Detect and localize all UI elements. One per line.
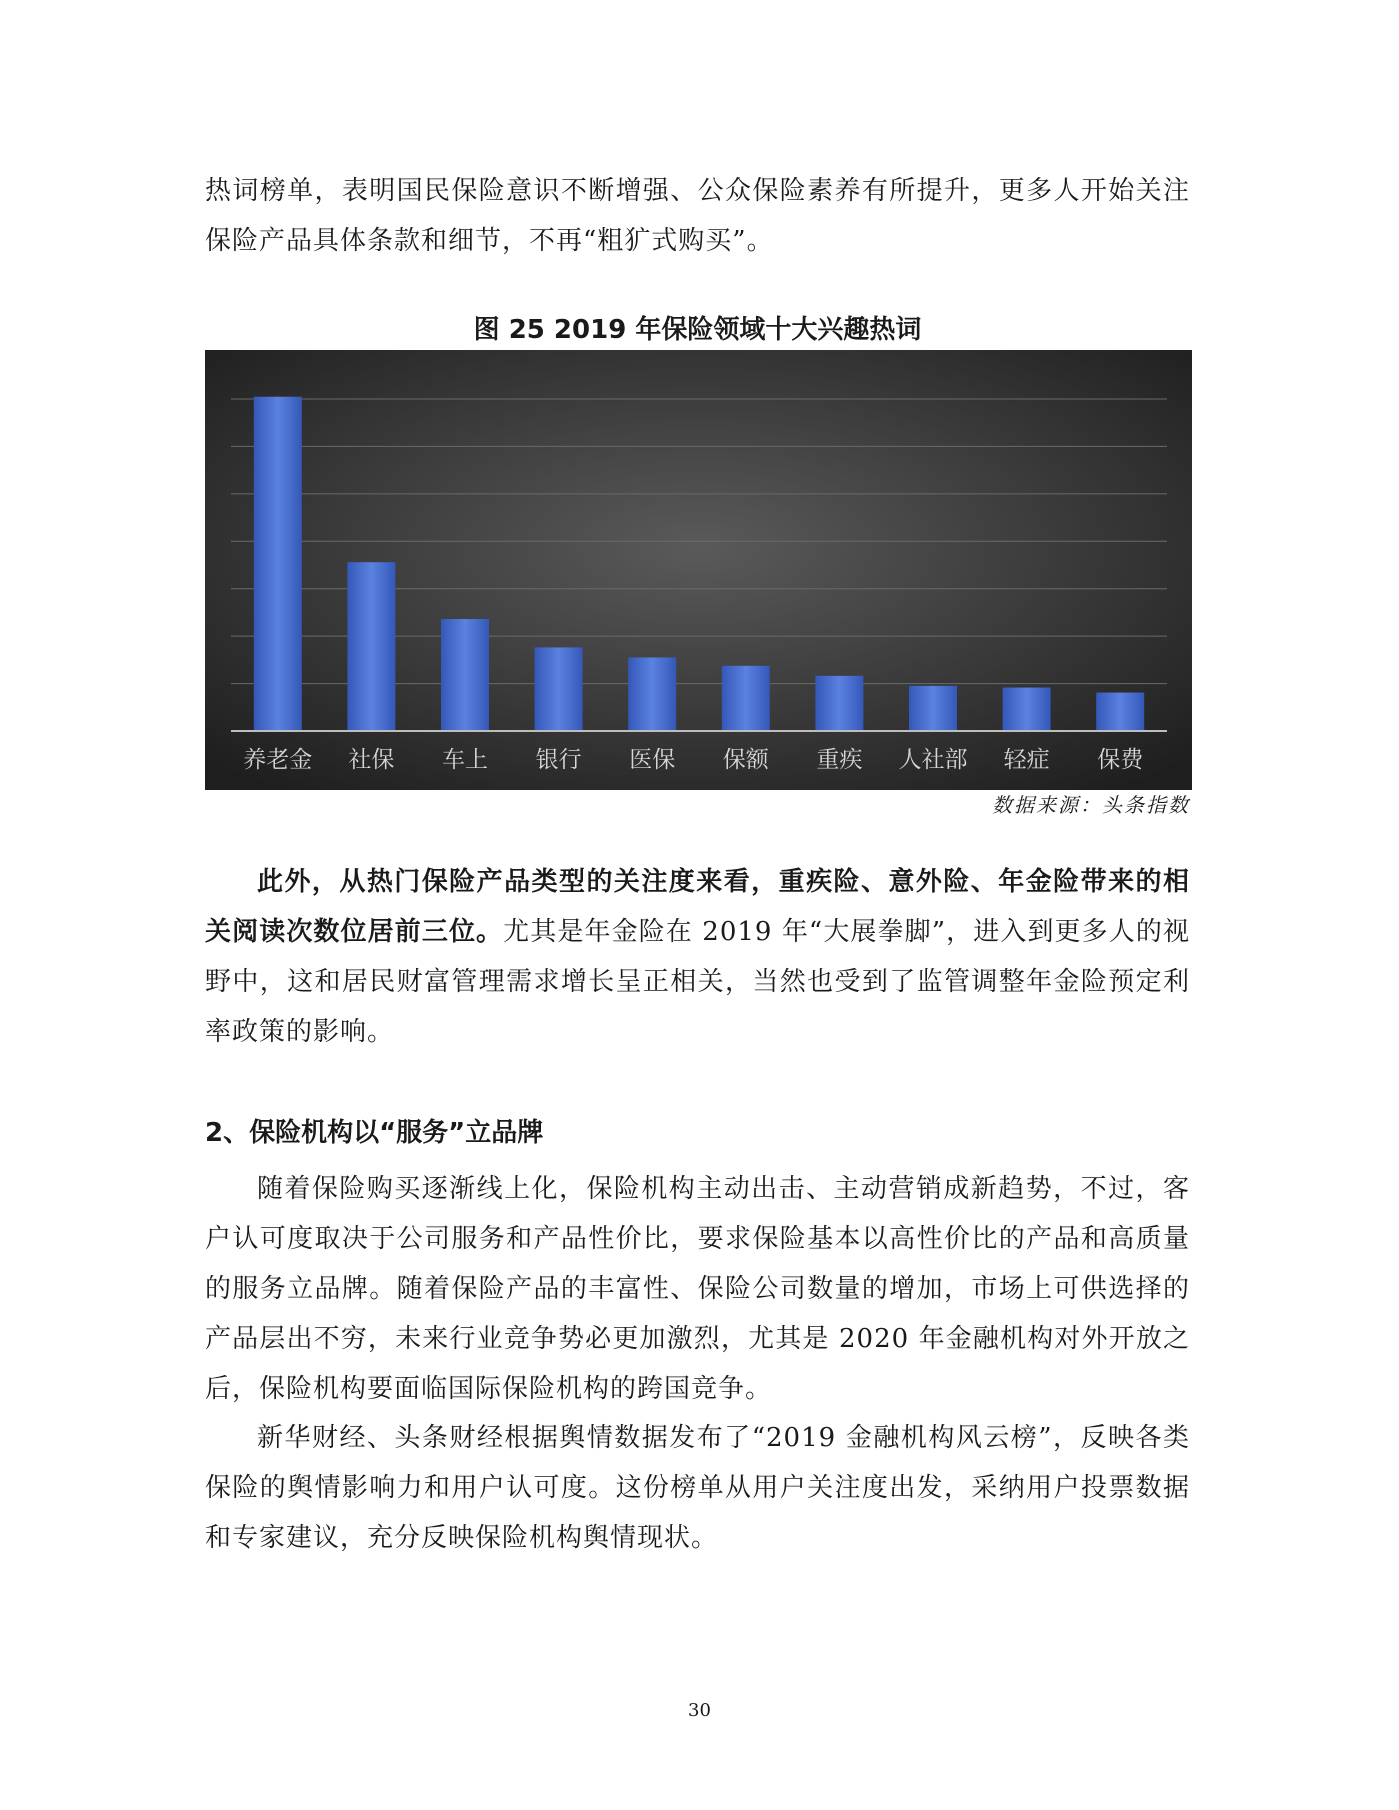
x-tick-label-0: 养老金 <box>243 747 313 773</box>
page-number: 30 <box>688 1700 711 1721</box>
paragraph-4: 新华财经、头条财经根据舆情数据发布了“2019 金融机构风云榜”，反映各类保险的舆情影响力和用户认可度。这份榜单从用户关注度出发，采纳用户投票数据和专家建议，充分反映保险机构舆情现状。 <box>205 1423 1190 1553</box>
bar-3 <box>535 647 583 731</box>
x-tick-label-2: 车上 <box>442 747 488 773</box>
bar-1 <box>347 562 395 731</box>
data-source-note: 数据来源：头条指数 <box>992 793 1190 817</box>
bar-2 <box>441 619 489 731</box>
section-heading: 2、保险机构以“服务”立品牌 <box>205 1118 544 1148</box>
bar-7 <box>909 686 957 731</box>
x-tick-label-1: 社保 <box>348 747 395 773</box>
bar-4 <box>628 657 676 731</box>
bar-0 <box>254 397 302 731</box>
paragraph-2-bold: 此外，从热门保险产品类型的关注度来看，重疾险、意外险、年金险带来的相关阅读次数位居前三位。 <box>205 867 1190 947</box>
intro-paragraph: 热词榜单，表明国民保险意识不断增强、公众保险素养有所提升，更多人开始关注保险产品具体条款和细节，不再“粗犷式购买”。 <box>205 176 1190 256</box>
paragraph-2 <box>205 857 1190 1057</box>
bar-6 <box>815 676 863 731</box>
paragraph-3: 随着保险购买逐渐线上化，保险机构主动出击、主动营销成新趋势，不过，客户认可度取决于公司服务和产品性价比，要求保险基本以高性价比的产品和高质量的服务立品牌。随着保险产品的丰富性、保险公司数量的增加，市场上可供选择的产品层出不穷，未来行业竞争势必更加激烈，尤其是 2020 年金融机构对外开放之后，保险机构要面临国际保险机构的跨国竞争。 <box>205 1174 1190 1404</box>
figure-title: 图 25 2019 年保险领域十大兴趣热词 <box>473 315 922 345</box>
bar-9 <box>1096 693 1144 731</box>
x-tick-label-9: 保费 <box>1097 747 1144 773</box>
x-tick-label-6: 重疾 <box>816 747 863 773</box>
x-tick-label-8: 轻症 <box>1003 747 1050 773</box>
x-tick-label-5: 保额 <box>722 747 769 773</box>
bar-5 <box>722 666 770 731</box>
bar-chart-svg <box>205 350 1192 790</box>
paragraph-2-rest: 尤其是年金险在 2019 年“大展拳脚”，进入到更多人的视野中，这和居民财富管理需求增长呈正相关，当然也受到了监管调整年金险预定利率政策的影响。 <box>205 917 1190 1047</box>
x-tick-label-7: 人社部 <box>898 747 968 773</box>
x-tick-label-4: 医保 <box>629 747 676 773</box>
bar-chart <box>205 350 1192 790</box>
bar-8 <box>1003 688 1051 731</box>
x-tick-label-3: 银行 <box>535 747 582 773</box>
